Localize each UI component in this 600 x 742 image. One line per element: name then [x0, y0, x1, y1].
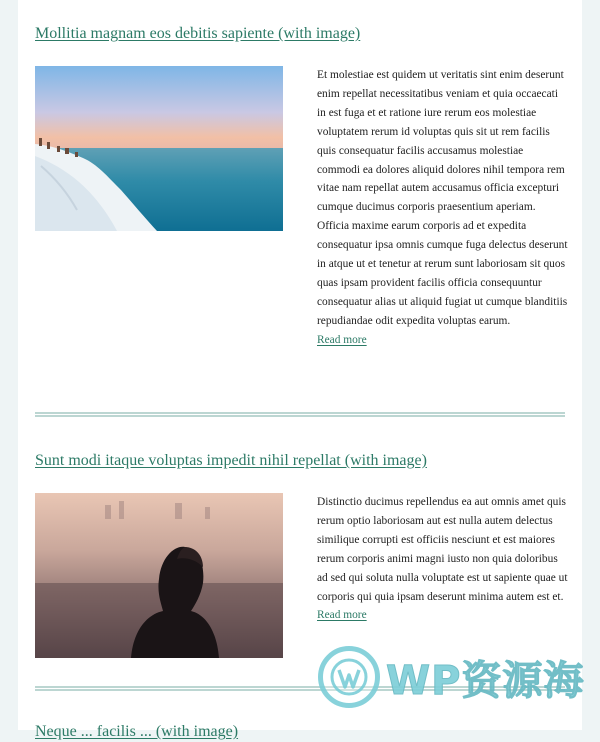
post-title-link[interactable]: Mollitia magnam eos debitis sapiente (with image): [35, 25, 361, 42]
post-paragraph: Et molestiae est quidem ut veritatis sint enim deserunt enim repellat necessitatibus veniam et quia occaecati in est fuga et et ratione iure rerum eos molestiae voluptatem rerum id voluptas quis sit ut rem facilis quis consequatur facilis accusamus molestiae commodi ea dolores aliquid dolores nihil tempora rem vitae nam repellat autem accusamus officia excepturi cumque ducimus corporis praesentium aperiam.: [317, 69, 565, 214]
blog-page: [18, 0, 585, 740]
post-paragraph: Officia maxime earum corporis ad et expedita consequatur ipsa omnis cumque fuga delectus deserunt in atque ut et tenetur at rerum sunt laboriosam sit quos quas ipsam provident facilis officia consequuntur consequatur alias ut aliquid fugiat ut cumque blanditiis repudiandae odit expedita voluptas earum.: [317, 220, 568, 327]
post-title-link[interactable]: Neque ... facilis ... (with image): [35, 723, 239, 740]
sea-cliff-photo: [35, 66, 283, 231]
read-more-link[interactable]: Read more: [317, 609, 367, 622]
wordpress-logo-icon: [318, 646, 380, 708]
post-excerpt: [317, 66, 569, 350]
post-image-sea-cliff[interactable]: [35, 66, 283, 231]
post-excerpt: [317, 493, 569, 625]
post-image-woman-city[interactable]: [35, 493, 283, 658]
read-more-link[interactable]: Read more: [317, 333, 367, 346]
post-divider: [35, 412, 565, 417]
post-2: [35, 451, 568, 661]
post-paragraph: Distinctio ducimus repellendus ea aut omnis amet quis rerum optio laboriosam aut est nulla autem delectus similique corrupti est officiis nesciunt et est maiores rerum corporis animi magni iusto non quia doloribus ad sed qui soluta nulla voluptate est ut sapiente quae ut corporis qui quia ipsam deserunt minima autem est et.: [317, 496, 568, 603]
watermark: [318, 646, 584, 708]
watermark-text: WP资源海: [386, 657, 585, 704]
post-title-link[interactable]: Sunt modi itaque voluptas impedit nihil repellat (with image): [35, 452, 427, 469]
woman-city-photo: [35, 493, 283, 658]
post-1: [35, 24, 568, 384]
post-3: [35, 722, 565, 742]
